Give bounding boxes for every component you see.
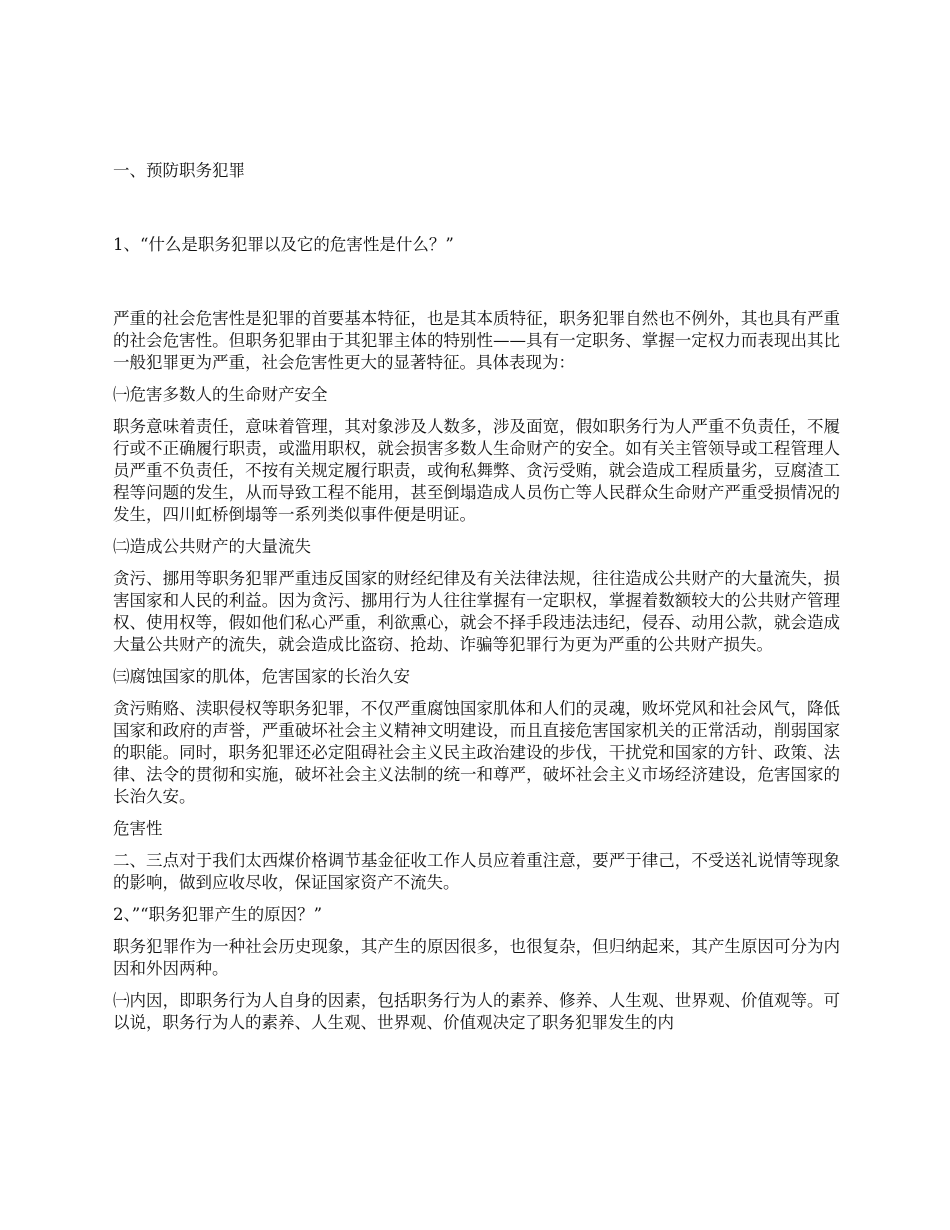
section-title: 一、预防职务犯罪 [113, 161, 245, 180]
document-page [113, 160, 840, 1044]
question-2-heading: 2、”“职务犯罪产生的原因？” [113, 905, 323, 924]
item-2-text: 贪污、挪用等职务犯罪严重违反国家的财经纪律及有关法律法规，往往造成公共财产的大量流失，损害国家和人民的利益。因为贪污、挪用行为人往往掌握有一定职权，掌握着数额较大的公共财产管理权、使用权等，假如他们私心严重，利欲熏心，就会不择手段违法违纪，侵吞、动用公款，就会造成大量公共财产的流失，就会造成比盗窃、抢劫、诈骗等犯罪行为更为严重的公共财产损失。 [113, 569, 840, 654]
question-1-heading: 1、“什么是职务犯罪以及它的危害性是什么？” [113, 235, 454, 254]
item-2-title: ㈡造成公共财产的大量流失 [113, 537, 311, 556]
item-1-text: 职务意味着责任，意味着管理，其对象涉及人数多，涉及面宽，假如职务行为人严重不负责任，不履行或不正确履行职责，或滥用职权，就会损害多数人生命财产的安全。如有关主管领导或工程管理人员严重不负责任，不按有关规定履行职责，或徇私舞弊、贪污受贿，就会造成工程质量劣，豆腐渣工程等问题的发生，从而导致工程不能用，甚至倒塌造成人员伤亡等人民群众生命财产严重受损情况的发生，四川虹桥倒塌等一系列类似事件便是明证。 [113, 417, 840, 524]
causes-intro-paragraph: 职务犯罪作为一种社会历史现象，其产生的原因很多，也很复杂，但归纳起来，其产生原因可分为内因和外因两种。 [113, 937, 840, 978]
intro-paragraph: 严重的社会危害性是犯罪的首要基本特征，也是其本质特征，职务犯罪自然也不例外，其也具有严重的社会危害性。但职务犯罪由于其犯罪主体的特别性——具有一定职务、掌握一定权力而表现出其比一般犯罪更为严重，社会危害性更大的显著特征。具体表现为： [113, 309, 840, 372]
cause-1-paragraph: ㈠内因，即职务行为人自身的因素，包括职务行为人的素养、修养、人生观、世界观、价值观等。可以说，职务行为人的素养、人生观、世界观、价值观决定了职务犯罪发生的内 [113, 991, 840, 1032]
item-1-title: ㈠危害多数人的生命财产安全 [113, 385, 328, 404]
point-2-3-paragraph: 二、三点对于我们太西煤价格调节基金征收工作人员应着重注意，要严于律己，不受送礼说情等现象的影响，做到应收尽收，保证国家资产不流失。 [113, 851, 840, 892]
item-3-title: ㈢腐蚀国家的肌体，危害国家的长治久安 [113, 667, 410, 686]
item-3-text: 贪污贿赂、渎职侵权等职务犯罪，不仅严重腐蚀国家肌体和人们的灵魂，败坏党风和社会风气，降低国家和政府的声誉，严重破坏社会主义精神文明建设，而且直接危害国家机关的正常活动，削弱国家的职能。同时，职务犯罪还必定阻碍社会主义民主政治建设的步伐，干扰党和国家的方针、政策、法律、法令的贯彻和实施，破坏社会主义法制的统一和尊严，破坏社会主义市场经济建设，危害国家的长治久安。 [113, 699, 840, 806]
harm-label: 危害性 [113, 819, 163, 838]
